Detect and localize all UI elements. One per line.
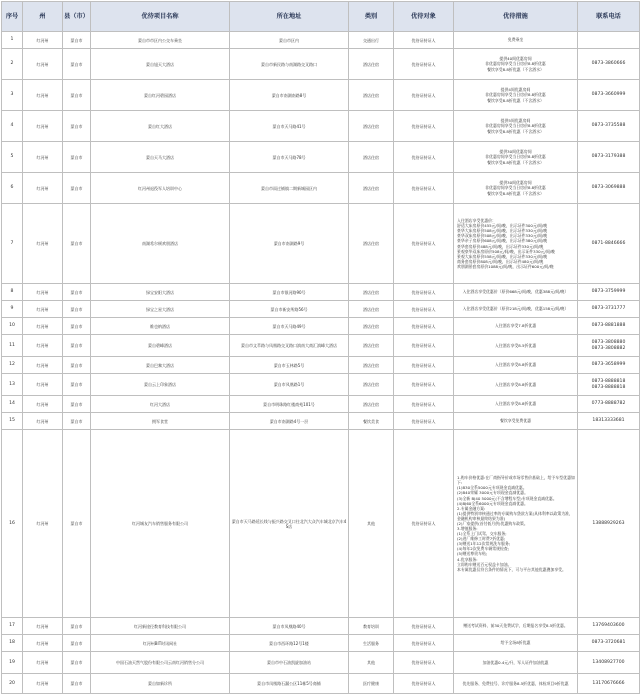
address-cell: 蒙自市明珠路红楼商苑101号 <box>230 396 349 413</box>
zhou-cell: 红河州 <box>23 318 63 335</box>
zhou-cell: 红河州 <box>23 173 63 204</box>
phone-cell: 0873-3069888 <box>578 173 640 204</box>
measure-line: 餐饮享受8.8折优惠（不含酒水） <box>487 159 544 165</box>
phone-cell: 0873-3759999 <box>578 284 640 301</box>
table-row <box>2 318 640 335</box>
target-cell: 优待证持证人 <box>394 635 454 652</box>
measure-line: 入住酒店享受优惠价： <box>457 218 496 224</box>
measures-cell <box>454 173 578 204</box>
address-cell: 蒙自市银河路90号 <box>230 284 349 301</box>
category-cell: 酒店住宿 <box>349 335 394 357</box>
header-xian: 县（市） <box>63 2 91 32</box>
measure-line: (1)全系上门试驾、交车服务; <box>457 531 507 537</box>
measure-line: 餐饮享受免费优惠 <box>499 418 532 424</box>
category-cell: 酒店住宿 <box>349 204 394 284</box>
measure-line: 入住酒店享受8.8折优惠 <box>494 401 537 407</box>
measure-line: (4)每年2次免费车辆常规检查; <box>457 546 510 552</box>
seq-cell: 8 <box>2 284 23 301</box>
measure-line: 4.优享服务: <box>457 556 478 562</box>
target-cell: 优待证持证人 <box>394 335 454 357</box>
address-cell: 蒙自市天马路延长线与振兴路交叉口往北汽大众汽车城北京汽车4S店 <box>230 430 349 618</box>
zhou-cell: 红河州 <box>23 413 63 430</box>
measure-line: 舒适大床房原价455元/间/晚，出示证件300元/间/晚 <box>457 223 548 229</box>
measure-line: 提供30间优惠房间 <box>499 180 532 186</box>
measure-line: 优先服务、免费挂号、诊疗服务8.5折优惠，体检项目9折优惠 <box>462 680 569 686</box>
address-cell: 蒙自市中石油凯旋加油站 <box>230 652 349 674</box>
measures-cell <box>454 413 578 430</box>
target-cell: 优待证持证人 <box>394 32 454 49</box>
phone-cell: 0873-8881888 <box>578 318 640 335</box>
seq-cell: 5 <box>2 142 23 173</box>
phone-cell: 13170676666 <box>578 674 640 694</box>
measure-line: 1.购车价格优惠:在厂商指导价或市场零售价基础上，给予车型优惠如下: <box>457 475 575 486</box>
address-cell: 蒙自市凤凰路40号 <box>230 618 349 635</box>
seq-cell: 3 <box>2 80 23 111</box>
xian-cell: 蒙自市 <box>63 301 91 318</box>
measure-line: 豪华套房原价488元/间/晚，出示证件330元/间/晚 <box>457 243 544 249</box>
table-row <box>2 674 640 694</box>
project-name-cell: 蒙自红河碧园酒店 <box>91 80 230 111</box>
table-row <box>2 111 640 142</box>
category-cell: 生活服务 <box>349 635 394 652</box>
header-seq: 序号 <box>2 2 23 32</box>
phone-cell: 0773-8888782 <box>578 396 640 413</box>
measure-line: 非优惠房间享受当日房价8.8折优惠 <box>485 154 546 160</box>
table-row <box>2 49 640 80</box>
table-row <box>2 80 640 111</box>
xian-cell: 蒙自市 <box>63 32 91 49</box>
measure-line: 非优惠房间享受当日房价8.8折优惠 <box>485 185 546 191</box>
measure-line: 餐饮享受8.8折优惠（不含酒水） <box>487 128 544 134</box>
measure-line: (2)B40荣耀 3000元专项现金直减优惠。 <box>457 490 528 496</box>
table-row <box>2 357 640 374</box>
xian-cell: 蒙自市 <box>63 111 91 142</box>
target-cell: 优待证持证人 <box>394 49 454 80</box>
table-row <box>2 374 640 396</box>
category-cell: 酒店住宿 <box>349 318 394 335</box>
table-row <box>2 335 640 357</box>
zhou-cell: 红河州 <box>23 335 63 357</box>
measure-line: 入住酒店享受8.5折优惠 <box>494 342 537 348</box>
measure-line: (4)BJ60全系6000元专项现金直减优惠。 <box>457 500 528 506</box>
xian-cell: 蒙自市 <box>63 652 91 674</box>
project-name-cell: 绿宝之星大酒店 <box>91 301 230 318</box>
category-cell: 酒店住宿 <box>349 301 394 318</box>
target-cell: 优待证持证人 <box>394 374 454 396</box>
measures-cell <box>454 335 578 357</box>
category-cell: 酒店住宿 <box>349 173 394 204</box>
measure-line: 提供4间优惠房间 <box>500 87 531 93</box>
zhou-cell: 红河州 <box>23 32 63 49</box>
measures-cell <box>454 430 578 618</box>
seq-cell: 2 <box>2 49 23 80</box>
zhou-cell: 红河州 <box>23 618 63 635</box>
target-cell: 优待证持证人 <box>394 618 454 635</box>
measures-cell <box>454 80 578 111</box>
seq-cell: 18 <box>2 635 23 652</box>
measures-cell <box>454 318 578 335</box>
xian-cell: 蒙自市 <box>63 357 91 374</box>
target-cell: 优待证持证人 <box>394 674 454 694</box>
phone-cell: 0873-3658999 <box>578 357 640 374</box>
measure-line: 餐饮享受8.8折优惠（不含酒水） <box>487 190 544 196</box>
xian-cell: 蒙自市 <box>63 80 91 111</box>
header-address: 所在地址 <box>230 2 349 32</box>
phone-cell: 0871-8846666 <box>578 204 640 284</box>
header-category: 类别 <box>349 2 394 32</box>
phone-line: 0873-8888818 <box>591 378 626 384</box>
seq-cell: 10 <box>2 318 23 335</box>
project-name-cell: 蒙自红大酒店 <box>91 111 230 142</box>
category-cell: 餐饮美食 <box>349 413 394 430</box>
phone-cell: 0873-3860666 <box>578 49 640 80</box>
address-cell: 蒙自市凤凰路1号 <box>230 374 349 396</box>
measure-line: 提供40间优惠房间 <box>499 56 532 62</box>
zhou-cell: 红河州 <box>23 635 63 652</box>
project-name-cell: 红河州退役军人培训中心 <box>91 173 230 204</box>
measure-line: 入住酒店享受8.8折优惠 <box>494 362 537 368</box>
zhou-cell: 红河州 <box>23 357 63 374</box>
xian-cell: 蒙自市 <box>63 284 91 301</box>
seq-cell: 17 <box>2 618 23 635</box>
address-cell: 蒙自市区内 <box>230 32 349 49</box>
header-zhou: 州 <box>23 2 63 32</box>
table-body <box>2 32 640 694</box>
project-name-cell: 拥军食堂 <box>91 413 230 430</box>
seq-cell: 16 <box>2 430 23 618</box>
xian-cell: 蒙自市 <box>63 335 91 357</box>
category-cell: 其他 <box>349 430 394 618</box>
address-cell: 蒙自市新民路与南湖路交叉路口 <box>230 49 349 80</box>
seq-cell: 19 <box>2 652 23 674</box>
target-cell: 优待证持证人 <box>394 301 454 318</box>
target-cell: 优待证持证人 <box>394 284 454 301</box>
header-measures: 优待措施 <box>454 2 578 32</box>
address-cell: 蒙自市南湖路4号一层 <box>230 413 349 430</box>
phone-cell: 13408927700 <box>578 652 640 674</box>
category-cell: 教育培训 <box>349 618 394 635</box>
target-cell: 优待证持证人 <box>394 430 454 618</box>
xian-cell: 蒙自市 <box>63 173 91 204</box>
measure-line: 非优惠房间享受当日房价8.8折优惠 <box>485 92 546 98</box>
address-cell: 蒙自市玉林路5号 <box>230 357 349 374</box>
measures-cell <box>454 284 578 301</box>
measure-line: 餐饮享受8.8折优惠（不含酒水） <box>487 66 544 72</box>
measures-cell <box>454 111 578 142</box>
table-row <box>2 32 640 49</box>
measure-line: 入住酒店享受8.8折优惠 <box>494 381 537 387</box>
measure-line: (3)赠送1年12次常规洗车服务; <box>457 541 511 547</box>
project-name-cell: 蒙自如新诊所 <box>91 674 230 694</box>
xian-cell: 蒙自市 <box>63 142 91 173</box>
category-cell: 交通出行 <box>349 32 394 49</box>
category-cell: 酒店住宿 <box>349 374 394 396</box>
target-cell: 优待证持证人 <box>394 173 454 204</box>
address-cell: 蒙自市天马路78号 <box>230 142 349 173</box>
table-row <box>2 284 640 301</box>
project-name-cell: 蒙自云上印象酒店 <box>91 374 230 396</box>
category-cell: 酒店住宿 <box>349 111 394 142</box>
measure-line: 入住酒店享受优惠价（原价218元/间/晚，优惠158元/间/晚） <box>462 306 569 312</box>
measures-cell <box>454 652 578 674</box>
zhou-cell: 红河州 <box>23 111 63 142</box>
zhou-cell: 红河州 <box>23 49 63 80</box>
category-cell: 酒店住宿 <box>349 142 394 173</box>
project-name-cell: 中国石油天然气股份有限公司云南红河销售分公司 <box>91 652 230 674</box>
address-cell: 蒙自市天马路41号 <box>230 111 349 142</box>
table-header <box>2 2 640 32</box>
table-row <box>2 204 640 284</box>
address-cell: 蒙自市西环路12号1楼 <box>230 635 349 652</box>
zhou-cell: 红河州 <box>23 301 63 318</box>
project-name-cell: 蒙自碧峰酒店 <box>91 335 230 357</box>
seq-cell: 13 <box>2 374 23 396</box>
xian-cell: 蒙自市 <box>63 318 91 335</box>
measure-line: 豪华亲子房原价608元/间/晚，出示证件380元/间/晚 <box>457 238 548 244</box>
category-cell: 酒店住宿 <box>349 80 394 111</box>
seq-cell: 15 <box>2 413 23 430</box>
measures-cell <box>454 396 578 413</box>
measures-cell <box>454 32 578 49</box>
measures-cell <box>454 357 578 374</box>
header-project-name: 优待项目名称 <box>91 2 230 32</box>
header-phone: 联系电话 <box>578 2 640 32</box>
project-name-cell: 红河州BIT时讯网社 <box>91 635 230 652</box>
phone-line: 0873-3808880 <box>591 339 626 345</box>
project-name-cell: 蒙自市市区内公交车乘坐 <box>91 32 230 49</box>
zhou-cell: 红河州 <box>23 374 63 396</box>
zhou-cell: 红河州 <box>23 430 63 618</box>
measure-line: 加油优惠0.4元/升，军人证件加油优惠 <box>482 659 549 665</box>
measure-line: 景观大床房原价558元/间/晚，出示证件330元/间/晚 <box>457 253 548 259</box>
xian-cell: 蒙自市 <box>63 413 91 430</box>
measure-line: 欢朋湖景套房原价1088元/间/晚，出示证件600元/间/晚 <box>457 263 554 269</box>
target-cell: 优待证持证人 <box>394 142 454 173</box>
table-row <box>2 635 640 652</box>
seq-cell: 7 <box>2 204 23 284</box>
target-cell: 优待证持证人 <box>394 318 454 335</box>
target-cell: 优待证持证人 <box>394 413 454 430</box>
measures-cell <box>454 301 578 318</box>
measure-line: 2.专属金融方案: <box>457 505 486 511</box>
phone-cell: 0873-3720681 <box>578 635 640 652</box>
measure-line: (1)B30全系5000元专项现金直减优惠。 <box>457 485 527 491</box>
xian-cell: 蒙自市 <box>63 374 91 396</box>
project-name-cell: 南湖希尔顿欢朋酒店 <box>91 204 230 284</box>
measure-line: 本专属优惠仅符合条件的情况下，可与平台其他优惠叠加享受。 <box>457 566 566 572</box>
xian-cell: 蒙自市 <box>63 49 91 80</box>
measure-line: 豪华大床房原价508元/间/晚，出示证件330元/间/晚 <box>457 228 548 234</box>
seq-cell: 1 <box>2 32 23 49</box>
address-cell: 蒙自市雨过铺镇二期新城园区内 <box>230 173 349 204</box>
target-cell: 优待证持证人 <box>394 204 454 284</box>
phone-cell <box>578 374 640 396</box>
measures-cell <box>454 635 578 652</box>
phone-cell: 18313333681 <box>578 413 640 430</box>
address-cell: 蒙自市天马路49号 <box>230 318 349 335</box>
target-cell: 优待证持证人 <box>394 396 454 413</box>
table-row <box>2 652 640 674</box>
measures-cell <box>454 374 578 396</box>
category-cell: 酒店住宿 <box>349 396 394 413</box>
phone-cell: 0873-3660999 <box>578 80 640 111</box>
address-cell: 蒙自市新安所路56号 <box>230 301 349 318</box>
target-cell: 优待证持证人 <box>394 80 454 111</box>
xian-cell: 蒙自市 <box>63 618 91 635</box>
zhou-cell: 红河州 <box>23 652 63 674</box>
seq-cell: 20 <box>2 674 23 694</box>
seq-cell: 12 <box>2 357 23 374</box>
table-row <box>2 396 640 413</box>
seq-cell: 11 <box>2 335 23 357</box>
table-row <box>2 618 640 635</box>
measure-line: 免费乘坐 <box>507 37 524 43</box>
measure-line: 豪华双床房原价508元/间/晚，出示证件330元/间/晚 <box>457 233 548 239</box>
measure-line: 景观豪华双床房原价508元/间/晚，出示证件330元/间/晚 <box>457 248 555 254</box>
project-name-cell: 维也纳酒店 <box>91 318 230 335</box>
phone-cell: 13888929263 <box>578 430 640 618</box>
xian-cell: 蒙自市 <box>63 674 91 694</box>
measure-line: 立即购车赠送百元权益卡加油。 <box>457 561 512 567</box>
measures-cell <box>454 204 578 284</box>
xian-cell: 蒙自市 <box>63 635 91 652</box>
measures-cell <box>454 142 578 173</box>
measure-line: 非优惠房间享受当日房价8.8折优惠 <box>485 123 546 129</box>
measure-line: 提供30间优惠房间 <box>499 149 532 155</box>
zhou-cell: 红河州 <box>23 396 63 413</box>
project-name-cell: 蒙自天马大酒店 <box>91 142 230 173</box>
address-cell: 蒙自市南湖路9号 <box>230 204 349 284</box>
measure-line: 商务套房原价808元/间/晚，出示证件480元/间/晚 <box>457 258 544 264</box>
address-cell: 蒙自市南湖南路8号 <box>230 80 349 111</box>
zhou-cell: 红河州 <box>23 674 63 694</box>
measures-cell <box>454 674 578 694</box>
seq-cell: 9 <box>2 301 23 318</box>
zhou-cell: 红河州 <box>23 284 63 301</box>
project-name-cell: 红河新途径教育科技有限公司 <box>91 618 230 635</box>
seq-cell: 6 <box>2 173 23 204</box>
zhou-cell: 红河州 <box>23 204 63 284</box>
phone-cell: 0873-3179388 <box>578 142 640 173</box>
measure-line: 赠送考试资料、前30天免费试学，后期报名享受8.5折优惠。 <box>463 623 568 629</box>
category-cell: 酒店住宿 <box>349 357 394 374</box>
measure-line: 非优惠房间享受当日房价8.8折优惠 <box>485 61 546 67</box>
measure-line: (2)进厂维修工时费7折优惠; <box>457 536 506 542</box>
phone-line: 0873-3808882 <box>591 345 626 351</box>
project-name-cell: 红河城友汽车销售服务有限公司 <box>91 430 230 618</box>
project-name-cell: 蒙自巴黎大酒店 <box>91 357 230 374</box>
measure-line: 3.增值服务: <box>457 526 478 532</box>
benefits-table <box>1 1 640 694</box>
xian-cell: 蒙自市 <box>63 430 91 618</box>
project-name-cell: 绿宝安阳大酒店 <box>91 284 230 301</box>
xian-cell: 蒙自市 <box>63 396 91 413</box>
phone-cell: 13769403600 <box>578 618 640 635</box>
phone-line: 0873-8888818 <box>591 384 626 390</box>
project-name-cell: 红河大酒店 <box>91 396 230 413</box>
address-cell: 蒙自市文萃路与凤凰路交叉路口滇南大商汇滇峰大酒店 <box>230 335 349 357</box>
category-cell: 医疗健康 <box>349 674 394 694</box>
phone-cell: 0873-3735588 <box>578 111 640 142</box>
phone-cell <box>578 32 640 49</box>
measure-line: (2)厂家提供(首付低月供)优惠购车政策。 <box>457 520 528 526</box>
header-target: 优待对象 <box>394 2 454 32</box>
project-name-cell: 蒙自旭天大酒店 <box>91 49 230 80</box>
seq-cell: 4 <box>2 111 23 142</box>
measure-line: 入住酒店享受7.8折优惠 <box>494 323 537 329</box>
phone-cell: 0873-3731777 <box>578 301 640 318</box>
target-cell: 优待证持证人 <box>394 357 454 374</box>
measures-cell <box>454 49 578 80</box>
table-row <box>2 301 640 318</box>
measure-line: 餐饮享受8.8折优惠（不含酒水） <box>487 97 544 103</box>
table-row <box>2 413 640 430</box>
category-cell: 其他 <box>349 652 394 674</box>
target-cell: 优待证持证人 <box>394 111 454 142</box>
zhou-cell: 红河州 <box>23 80 63 111</box>
zhou-cell: 红河州 <box>23 142 63 173</box>
category-cell: 酒店住宿 <box>349 284 394 301</box>
measure-line: (1)提供特别审核通过率的专属购车贷款方案(具体利率以政策为准，金融机构审核最终结果为准) <box>457 510 573 521</box>
category-cell: 酒店住宿 <box>349 49 394 80</box>
measure-line: 提供5间优惠房间 <box>500 118 531 124</box>
table-row <box>2 142 640 173</box>
measure-line: (5)赠送尊贵车贴; <box>457 551 488 557</box>
phone-cell <box>578 335 640 357</box>
address-cell: 蒙自市凤凰路石漏公区11栋5号商铺 <box>230 674 349 694</box>
xian-cell: 蒙自市 <box>63 204 91 284</box>
table-row <box>2 173 640 204</box>
target-cell: 优待证持证人 <box>394 652 454 674</box>
measure-line: 给予全场8折优惠 <box>500 640 531 646</box>
seq-cell: 14 <box>2 396 23 413</box>
table-row <box>2 430 640 618</box>
measure-line: (3)全新 BJ40 5000元(不含增程车型)专项现金直减优惠。 <box>457 495 557 501</box>
measures-cell <box>454 618 578 635</box>
measure-line: 入住酒店享受优惠价（原价668元/间/晚，优惠388元/间/晚） <box>462 289 569 295</box>
